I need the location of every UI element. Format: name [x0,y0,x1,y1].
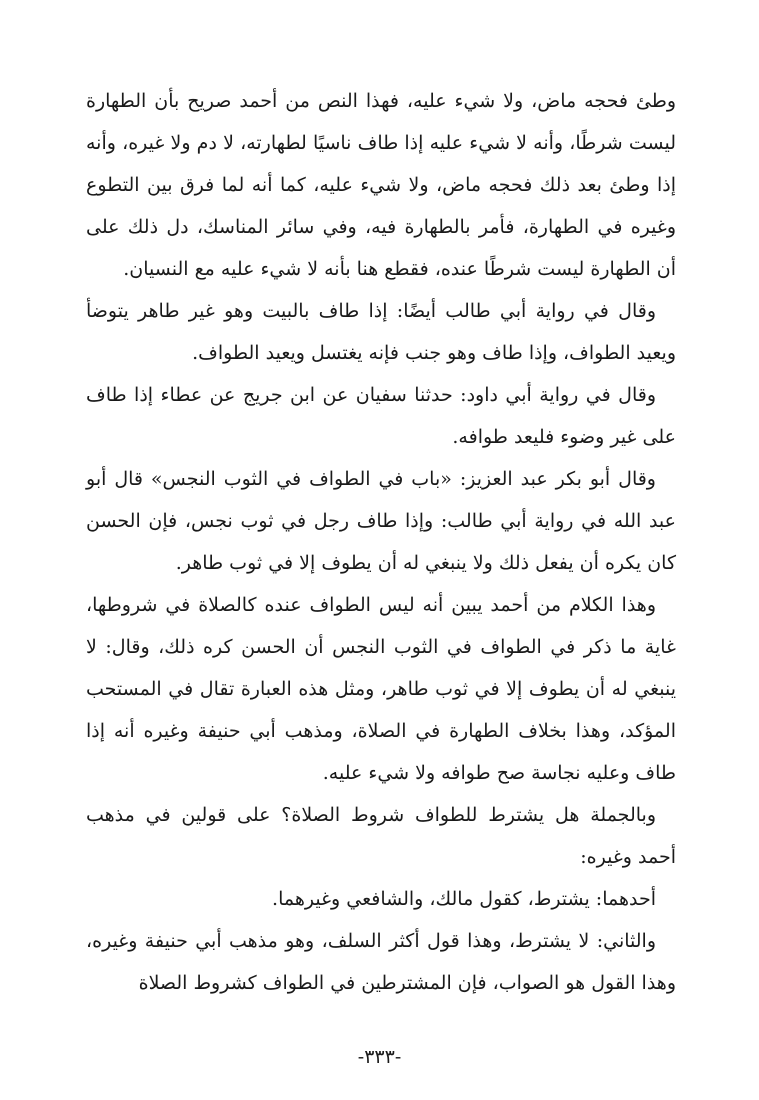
paragraph: وقال في رواية أبي داود: حدثنا سفيان عن ابن جريج عن عطاء إذا طاف على غير وضوء فليعد طوافه. [86,384,676,448]
paragraph: وقال أبو بكر عبد العزيز: «باب في الطواف في الثوب النجس» قال أبو عبد الله في رواية أبي طالب: وإذا طاف رجل في ثوب نجس، فإن الحسن كان يكره أن يفعل ذلك ولا ينبغي له أن يطوف إلا في ثوب طاهر. [86,468,676,574]
paragraph: أحدهما: يشترط، كقول مالك، والشافعي وغيرهما. [272,888,656,910]
page-number: -٣٣٣- [357,1046,402,1068]
paragraph: وطئ فحجه ماض، ولا شيء عليه، فهذا النص من أحمد صريح بأن الطهارة ليست شرطًا، وأنه لا شيء عليه إذا طاف ناسيًا لطهارته، لا دم ولا غيره، وأنه إذا وطئ بعد ذلك فحجه ماض، ولا شيء عليه، كما أنه لما فرق بين التطوع وغيره في الطهارة، فأمر بالطهارة فيه، وفي سائر المناسك، دل ذلك على أن الطهارة ليست شرطًا عنده، فقطع هنا بأنه لا شيء عليه مع النسيان. [86,90,676,280]
paragraph: وقال في رواية أبي طالب أيضًا: إذا طاف بالبيت وهو غير طاهر يتوضأ ويعيد الطواف، وإذا طاف وهو جنب فإنه يغتسل ويعيد الطواف. [86,300,676,364]
paragraph: وهذا الكلام من أحمد يبين أنه ليس الطواف عنده كالصلاة في شروطها، غاية ما ذكر في الطواف في الثوب النجس أن الحسن كره ذلك، وقال: لا ينبغي له أن يطوف إلا في ثوب طاهر، ومثل هذه العبارة تقال في المستحب المؤكد، وهذا بخلاف الطهارة في الصلاة، ومذهب أبي حنيفة وغيره أنه إذا طاف وعليه نجاسة صح طوافه ولا شيء عليه. [86,594,676,784]
paragraph: والثاني: لا يشترط، وهذا قول أكثر السلف، وهو مذهب أبي حنيفة وغيره، وهذا القول هو الصواب، فإن المشترطين في الطواف كشروط الصلاة [86,930,676,994]
body-text [86,80,676,1004]
paragraph: وبالجملة هل يشترط للطواف شروط الصلاة؟ على قولين في مذهب أحمد وغيره: [86,804,676,868]
